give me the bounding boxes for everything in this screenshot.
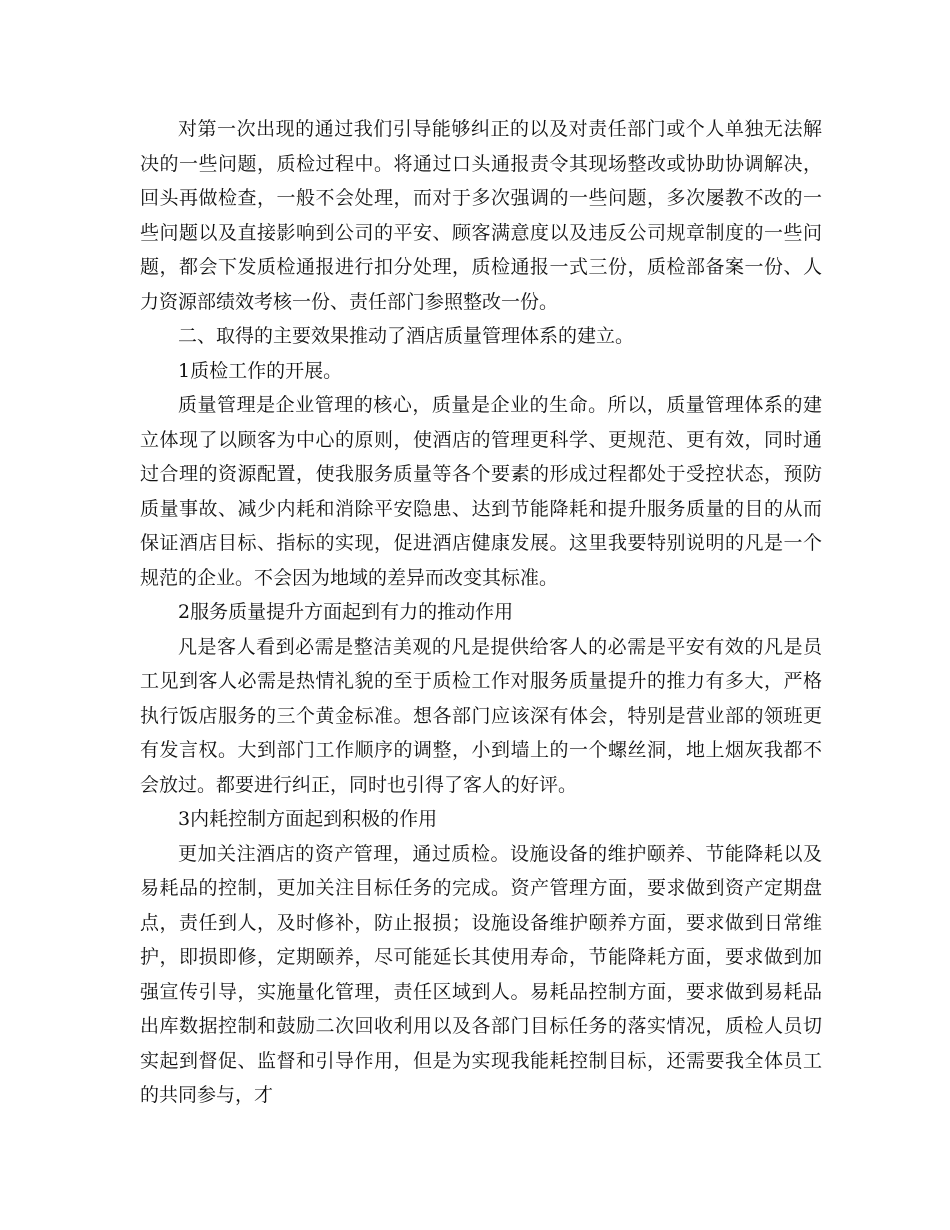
paragraph-quality-management: 质量管理是企业管理的核心，质量是企业的生命。所以，质量管理体系的建立体现了以顾客为中心的原则，使酒店的管理更科学、更规范、更有效，同时通过合理的资源配置，使我服务质量等各个要素的形成过程都处于受控状态，预防质量事故、减少内耗和消除平安隐患、达到节能降耗和提升服务质量的目的从而保证酒店目标、指标的实现，促进酒店健康发展。这里我要特别说明的凡是一个规范的企业。不会因为地域的差异而改变其标准。: [140, 394, 822, 589]
document-page: [140, 112, 822, 1113]
paragraph-feedback-handling: 对第一次出现的通过我们引导能够纠正的以及对责任部门或个人单独无法解决的一些问题，质检过程中。将通过口头通报责令其现场整改或协助协调解决，回头再做检查，一般不会处理，而对于多次强调的一些问题，多次屡教不改的一些问题以及直接影响到公司的平安、顾客满意度以及违反公司规章制度的一些问题，都会下发质检通报进行扣分处理，质检通报一式三份，质检部备案一份、人力资源部绩效考核一份、责任部门参照整改一份。: [140, 118, 822, 313]
section-heading-main-effects: 二、取得的主要效果推动了酒店质量管理体系的建立。: [178, 325, 635, 347]
subheading-consumption-control: 3内耗控制方面起到积极的作用: [178, 808, 438, 830]
paragraph-service-quality: 凡是客人看到必需是整洁美观的凡是提供给客人的必需是平安有效的凡是员工见到客人必需是热情礼貌的至于质检工作对服务质量提升的推力有多大，严格执行饭店服务的三个黄金标准。想各部门应该深有体会，特别是营业部的领班更有发言权。大到部门工作顺序的调整，小到墙上的一个螺丝洞，地上烟灰我都不会放过。都要进行纠正，同时也引得了客人的好评。: [140, 635, 822, 796]
subheading-service-quality: 2服务质量提升方面起到有力的推动作用: [178, 601, 514, 623]
subheading-quality-inspection: 1质检工作的开展。: [178, 359, 343, 382]
paragraph-asset-management: 更加关注酒店的资产管理，通过质检。设施设备的维护颐养、节能降耗以及易耗品的控制，更加关注目标任务的完成。资产管理方面，要求做到资产定期盘点，责任到人，及时修补，防止报损；设施设备维护颐养方面，要求做到日常维护，即损即修，定期颐养，尽可能延长其使用寿命，节能降耗方面，要求做到加强宣传引导，实施量化管理，责任区域到人。易耗品控制方面，要求做到易耗品出库数据控制和鼓励二次回收利用以及各部门目标任务的落实情况，质检人员切实起到督促、监督和引导作用，但是为实现我能耗控制目标，还需要我全体员工的共同参与，才: [140, 842, 822, 1106]
